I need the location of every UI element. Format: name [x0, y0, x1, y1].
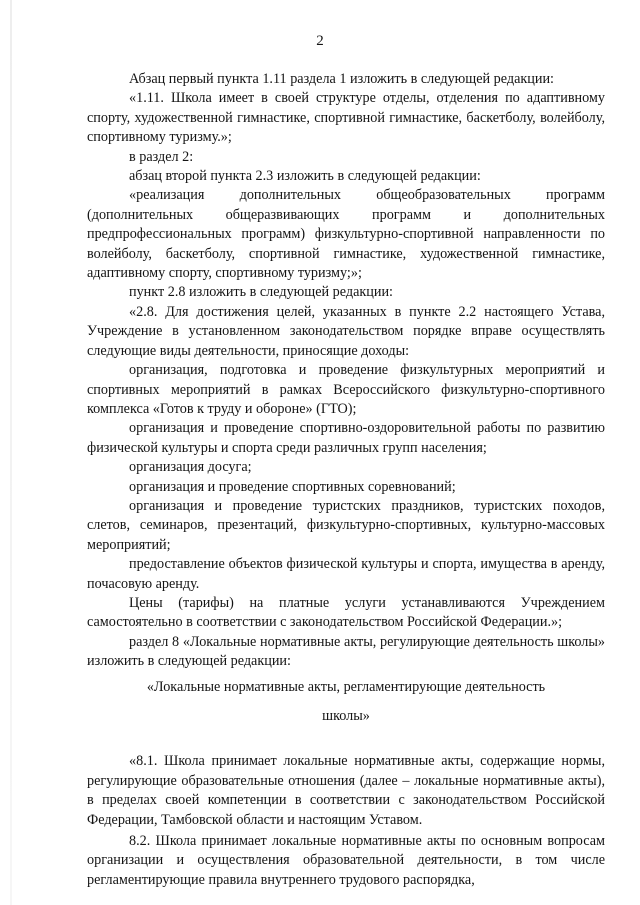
paragraph: Цены (тарифы) на платные услуги устанавливаются Учреждением самостоятельно в соответствии с законодательством Российской Федерации.»; [87, 594, 605, 631]
paragraph: «8.1. Школа принимает локальные нормативные акты, содержащие нормы, регулирующие образовательные отношения (далее – локальные нормативные акты), в пределах своей компетенции в соответствии с законодательством Российской Федерации, Тамбовской области и настоящим Уставом. [87, 753, 605, 828]
paragraph: пункт 2.8 изложить в следующей редакции: [129, 284, 393, 301]
section-heading-continued: школы» [322, 708, 370, 724]
paragraph: раздел 8 «Локальные нормативные акты, регулирующие деятельность школы» изложить в следующей редакции: [87, 633, 605, 670]
paragraph: в раздел 2: [129, 148, 194, 165]
paragraph: организация и проведение спортивных соревнований; [129, 478, 456, 495]
paragraph: организация, подготовка и проведение физкультурных мероприятий и спортивных мероприятий в рамках Всероссийского физкультурно-спортивного комплекса «Готов к труду и обороне» (ГТО); [87, 362, 605, 417]
paragraph: «1.11. Школа имеет в своей структуре отделы, отделения по адаптивному спорту, художественной гимнастике, спортивной гимнастике, баскетболу, волейболу, спортивному туризму.»; [87, 90, 605, 146]
paragraph: организация и проведение туристских праздников, туристских походов, слетов, семинаров, презентаций, физкультурно-спортивных, культурно-массовых мероприятий; [87, 497, 605, 553]
scan-edge [10, 0, 12, 905]
paragraph: предоставление объектов физической культуры и спорта, имущества в аренду, почасовую аренду. [87, 556, 605, 592]
paragraph: 8.2. Школа принимает локальные нормативные акты по основным вопросам организации и осуществления образовательной деятельности, в том числе регламентирующие правила внутреннего трудового распорядка, [87, 833, 605, 888]
section-heading: «Локальные нормативные акты, регламентирующие деятельность [146, 678, 546, 695]
paragraph: организация и проведение спортивно-оздоровительной работы по развитию физической культуры и спорта среди различных групп населения; [87, 420, 605, 456]
page-number: 2 [316, 33, 324, 49]
paragraph: Абзац первый пункта 1.11 раздела 1 изложить в следующей редакции: [129, 71, 554, 87]
paragraph: абзац второй пункта 2.3 изложить в следующей редакции: [129, 168, 481, 185]
paragraph: организация досуга; [129, 459, 252, 476]
paragraph: «реализация дополнительных общеобразовательных программ (дополнительных общеразвивающих программ и дополнительных предпрофессиональных программ) физкультурно-спортивной направленности по волейболу, баскетболу, спортивной гимнастике, художественной гимнастике, адаптивному спорту, спортивному туризму;»; [87, 187, 605, 282]
paragraph: «2.8. Для достижения целей, указанных в пункте 2.2 настоящего Устава, Учреждение в установленном законодательством порядке вправе осуществлять следующие виды деятельности, приносящие доходы: [87, 303, 605, 359]
document-body [87, 70, 605, 890]
